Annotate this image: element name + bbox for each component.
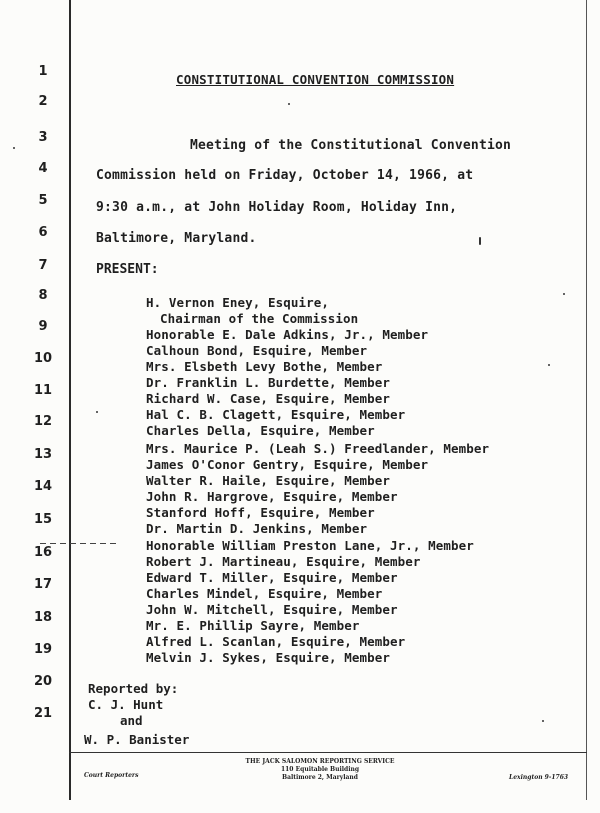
- footer-address-line: 110 Equitable Building: [280, 766, 360, 773]
- scan-speck: [563, 293, 565, 295]
- document-title: CONSTITUTIONAL CONVENTION COMMISSION: [176, 72, 455, 87]
- line-number: 13: [33, 447, 53, 462]
- line-number: 12: [33, 414, 53, 429]
- right-margin-rule: [586, 0, 587, 800]
- footer-service-name: THE JACK SALOMON REPORTING SERVICE: [245, 758, 395, 765]
- line-number: 3: [38, 130, 48, 145]
- member-line: Mrs. Maurice P. (Leah S.) Freedlander, Member: [146, 441, 490, 456]
- footer-left-label: Court Reporters: [84, 772, 139, 779]
- scan-speck: [13, 147, 15, 149]
- footer-phone: Lexington 9-1763: [509, 774, 569, 781]
- member-line: John R. Hargrove, Esquire, Member: [146, 489, 398, 504]
- scan-speck: [548, 364, 550, 366]
- intro-line: Commission held on Friday, October 14, 1966, at: [96, 168, 474, 183]
- footer-service: [220, 758, 420, 782]
- member-line: Mrs. Elsbeth Levy Bothe, Member: [146, 359, 383, 374]
- member-line: John W. Mitchell, Esquire, Member: [146, 602, 398, 617]
- line-number: 11: [33, 383, 53, 398]
- reporter-name: W. P. Banister: [84, 732, 190, 747]
- member-line: Dr. Franklin L. Burdette, Member: [146, 375, 391, 390]
- line-number: 17: [33, 577, 53, 592]
- line-number: 19: [33, 642, 53, 657]
- footer-address-line: Baltimore 2, Maryland: [282, 774, 358, 781]
- line-number: 18: [33, 610, 53, 625]
- line-number: 10: [33, 351, 53, 366]
- scan-speck: [288, 103, 290, 105]
- member-line: Robert J. Martineau, Esquire, Member: [146, 554, 421, 569]
- scan-speck: [96, 411, 98, 413]
- intro-line: Meeting of the Constitutional Convention: [190, 138, 512, 153]
- member-line: Stanford Hoff, Esquire, Member: [146, 505, 375, 520]
- line-number: 2: [38, 94, 48, 109]
- intro-line: Baltimore, Maryland.: [96, 231, 257, 246]
- member-line: Alfred L. Scanlan, Esquire, Member: [146, 634, 406, 649]
- member-line: Richard W. Case, Esquire, Member: [146, 391, 391, 406]
- line-number: 5: [38, 193, 48, 208]
- line-number: 4: [38, 161, 48, 176]
- member-line: Charles Mindel, Esquire, Member: [146, 586, 383, 601]
- intro-line: 9:30 a.m., at John Holiday Room, Holiday Inn,: [96, 200, 458, 215]
- member-line: Calhoun Bond, Esquire, Member: [146, 343, 368, 358]
- line-number: 7: [38, 258, 48, 273]
- left-margin-rule: [69, 0, 71, 800]
- member-line: Hal C. B. Clagett, Esquire, Member: [146, 407, 406, 422]
- member-line: Charles Della, Esquire, Member: [146, 423, 375, 438]
- dash-mark: [40, 543, 120, 544]
- line-number: 16: [33, 545, 53, 560]
- line-number: 8: [38, 288, 48, 303]
- line-number: 1: [38, 64, 48, 79]
- scan-speck: [542, 720, 544, 722]
- line-number: 9: [38, 319, 48, 334]
- member-line: James O'Conor Gentry, Esquire, Member: [146, 457, 429, 472]
- reporter-name: C. J. Hunt: [88, 697, 164, 712]
- footer-rule: [69, 752, 587, 753]
- member-line: Edward T. Miller, Esquire, Member: [146, 570, 398, 585]
- present-label: PRESENT:: [96, 262, 159, 277]
- member-line: Honorable William Preston Lane, Jr., Member: [146, 538, 474, 553]
- member-line: Walter R. Haile, Esquire, Member: [146, 473, 391, 488]
- member-line: Melvin J. Sykes, Esquire, Member: [146, 650, 391, 665]
- reported-by-label: Reported by:: [88, 681, 179, 696]
- member-line: H. Vernon Eney, Esquire,: [146, 295, 330, 310]
- member-line: Chairman of the Commission: [160, 311, 359, 326]
- member-line: Mr. E. Phillip Sayre, Member: [146, 618, 360, 633]
- line-number: 14: [33, 479, 53, 494]
- reporter-conjunction: and: [120, 713, 143, 728]
- line-number: 6: [38, 225, 48, 240]
- line-number: 15: [33, 512, 53, 527]
- scan-speck: [479, 237, 481, 245]
- member-line: Dr. Martin D. Jenkins, Member: [146, 521, 368, 536]
- line-number: 20: [33, 674, 53, 689]
- line-number: 21: [33, 706, 53, 721]
- member-line: Honorable E. Dale Adkins, Jr., Member: [146, 327, 429, 342]
